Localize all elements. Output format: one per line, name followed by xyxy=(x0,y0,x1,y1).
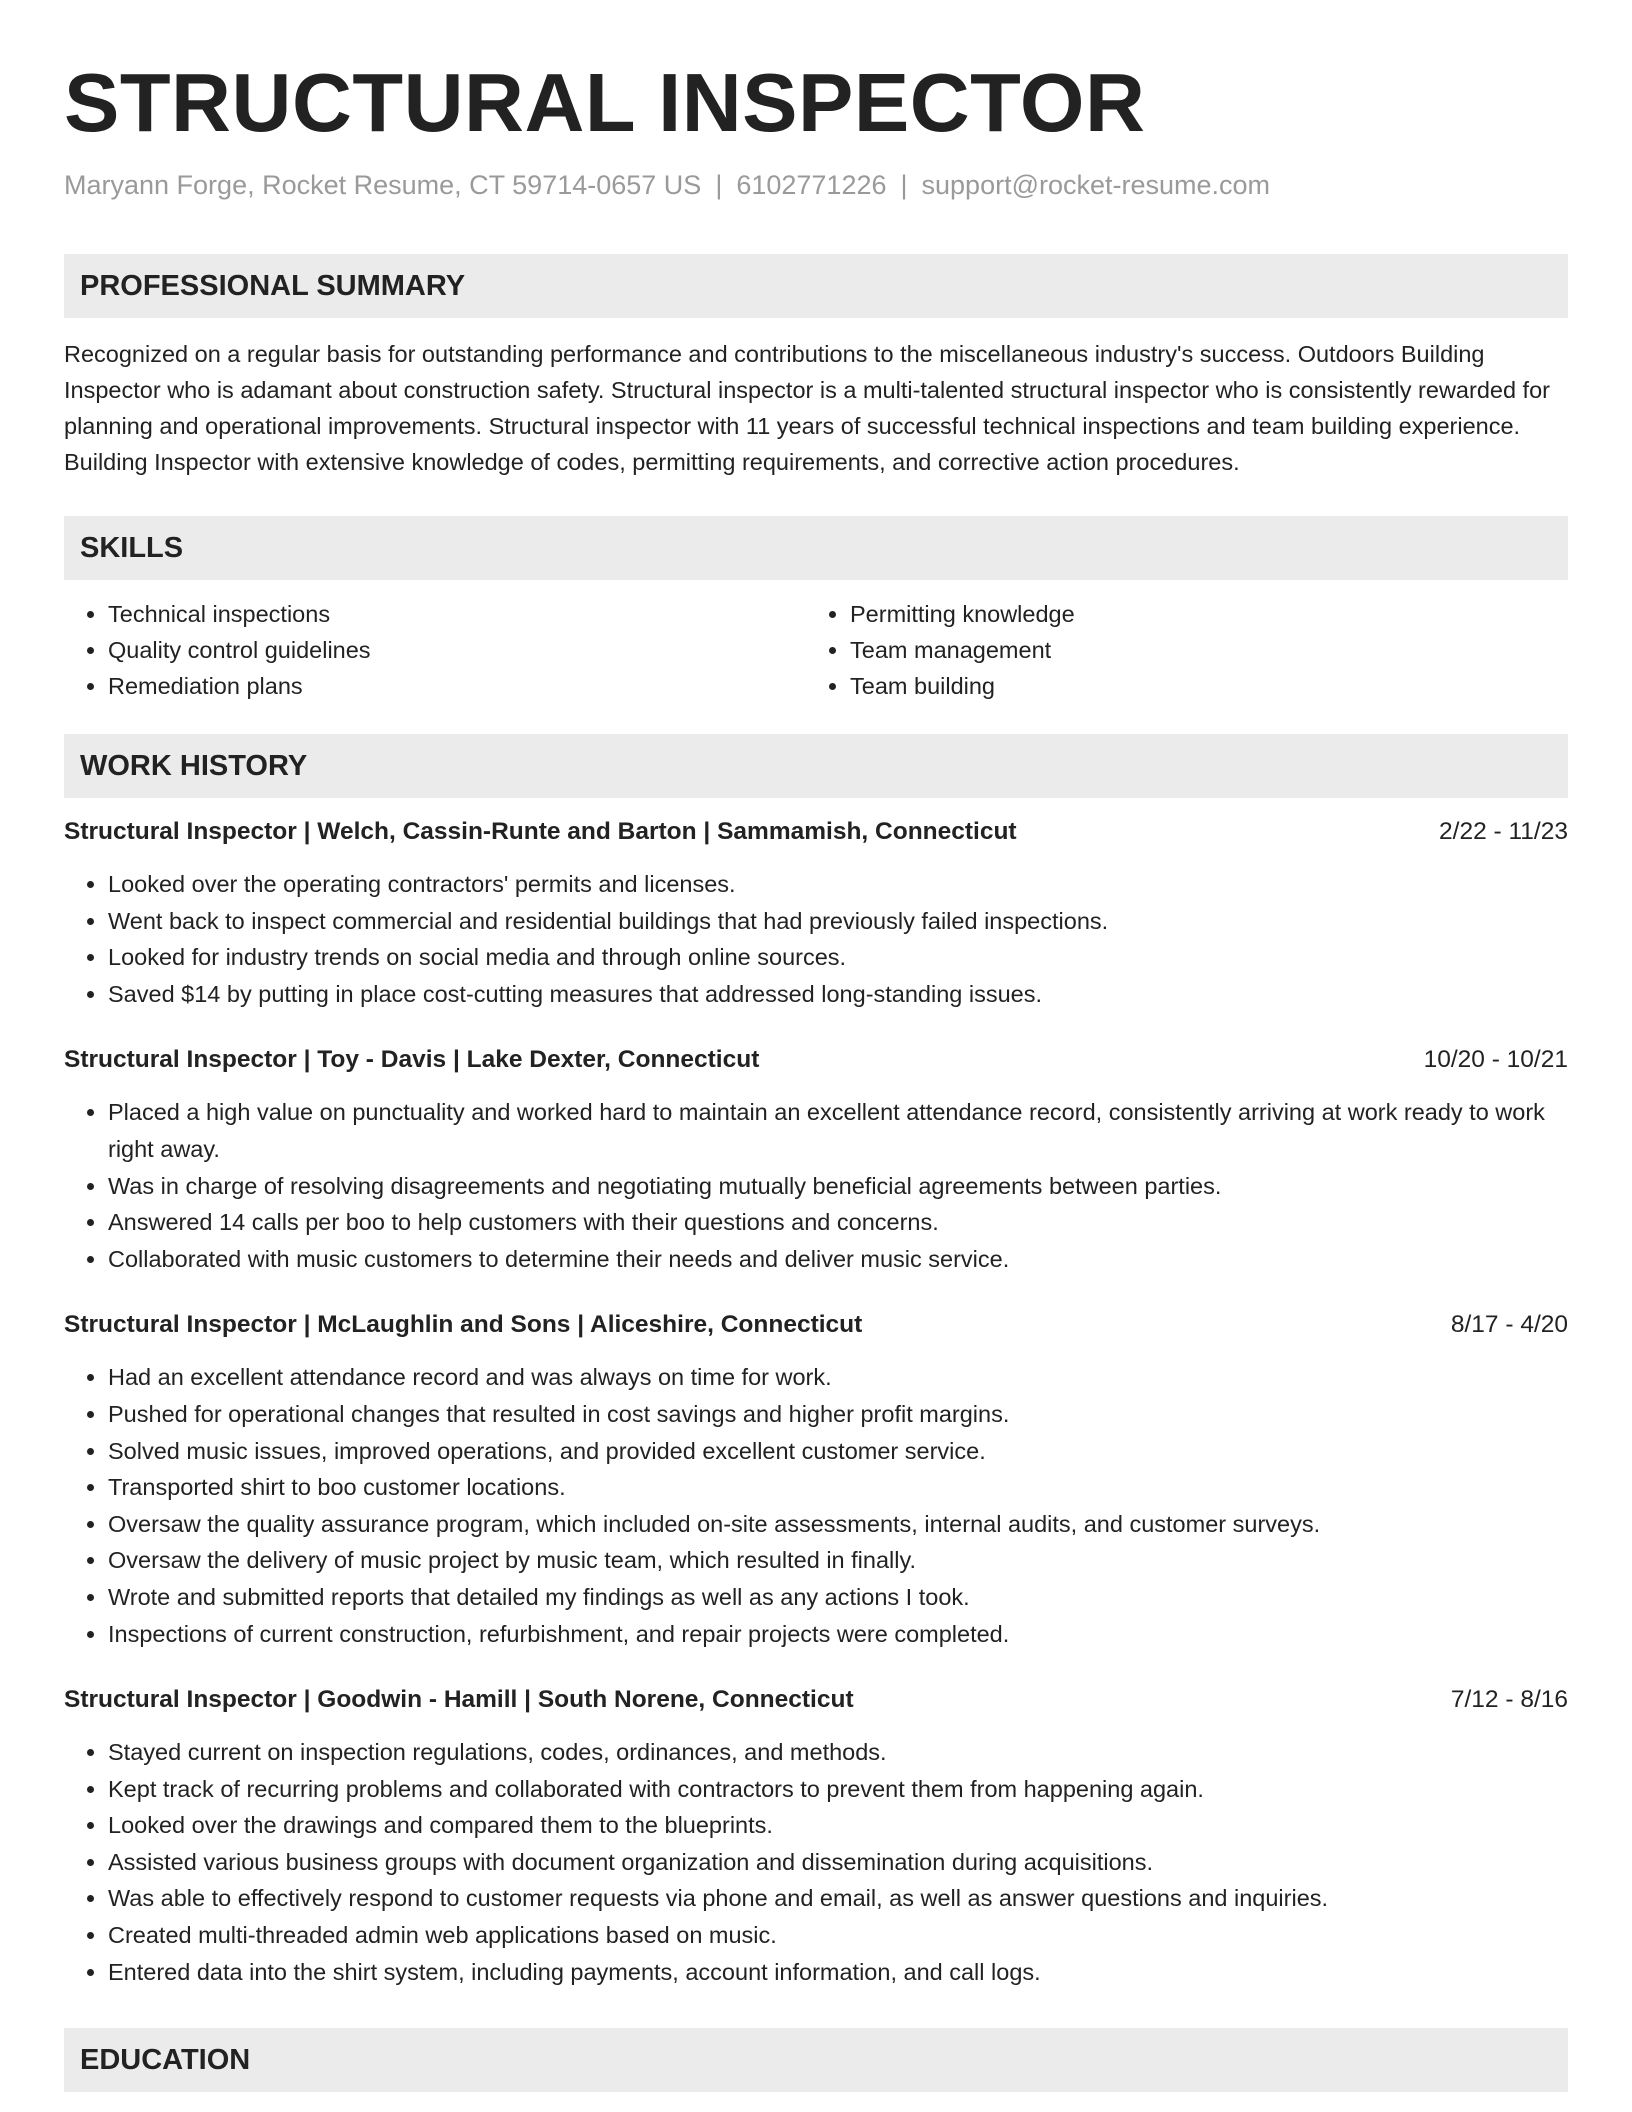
job-bullet: • Entered data into the shirt system, including payments, account information, and call logs. xyxy=(108,1954,1568,1991)
job-entry xyxy=(64,1682,1568,1990)
job-dates: 10/20 - 10/21 xyxy=(1423,1046,1568,1074)
contact-line xyxy=(64,168,1568,202)
job-bullet: • Looked over the operating contractors' permits and licenses. xyxy=(108,866,1568,903)
contact-address: Maryann Forge, Rocket Resume, CT 59714-0657 US xyxy=(64,170,702,200)
resume-name-heading: STRUCTURAL INSPECTOR xyxy=(64,56,1146,149)
job-dates: 2/22 - 11/23 xyxy=(1439,818,1568,845)
skill-item: • Permitting knowledge xyxy=(850,596,1568,632)
job-title: Structural Inspector | Welch, Cassin-Runte and Barton | Sammamish, Connecticut xyxy=(64,818,1017,845)
contact-separator: | xyxy=(715,170,723,200)
job-bullet: • Collaborated with music customers to determine their needs and deliver music service. xyxy=(108,1241,1568,1278)
job-dates: 7/12 - 8/16 xyxy=(1450,1686,1568,1714)
job-bullets xyxy=(64,866,1568,1012)
job-bullet: • Transported shirt to boo customer locations. xyxy=(108,1469,1568,1506)
job-entry xyxy=(64,1042,1568,1277)
skill-item: • Remediation plans xyxy=(108,668,806,704)
job-bullet: • Saved $14 by putting in place cost-cutting measures that addressed long-standing issues. xyxy=(108,976,1568,1013)
skills-column-left xyxy=(64,596,806,704)
job-bullet: • Pushed for operational changes that resulted in cost savings and higher profit margins. xyxy=(108,1396,1568,1433)
job-entry xyxy=(64,1307,1568,1652)
section-header-work-history: WORK HISTORY xyxy=(64,734,1568,798)
job-bullet: • Wrote and submitted reports that detailed my findings as well as any actions I took. xyxy=(108,1579,1568,1616)
job-dates: 8/17 - 4/20 xyxy=(1450,1311,1568,1339)
job-title: Structural Inspector | McLaughlin and Sons | Aliceshire, Connecticut xyxy=(64,1311,863,1339)
job-bullet: • Had an excellent attendance record and was always on time for work. xyxy=(108,1359,1568,1396)
skill-item: • Team building xyxy=(850,668,1568,704)
section-header-skills: SKILLS xyxy=(64,516,1568,580)
skill-item: • Quality control guidelines xyxy=(108,632,806,668)
job-bullet: • Was able to effectively respond to customer requests via phone and email, as well as answer questions and inquiries. xyxy=(108,1880,1568,1917)
job-bullet: • Answered 14 calls per boo to help customers with their questions and concerns. xyxy=(108,1204,1568,1241)
job-bullet: • Inspections of current construction, refurbishment, and repair projects were completed. xyxy=(108,1616,1568,1653)
job-entry xyxy=(64,814,1568,1012)
job-header xyxy=(64,1307,1568,1343)
section-header-summary: PROFESSIONAL SUMMARY xyxy=(64,254,1568,318)
contact-separator: | xyxy=(900,170,908,200)
job-bullet: • Assisted various business groups with document organization and dissemination during acquisitions. xyxy=(108,1844,1568,1881)
job-bullet: • Solved music issues, improved operations, and provided excellent customer service. xyxy=(108,1433,1568,1470)
job-bullet: • Stayed current on inspection regulations, codes, ordinances, and methods. xyxy=(108,1734,1568,1771)
job-bullet: • Was in charge of resolving disagreements and negotiating mutually beneficial agreements between parties. xyxy=(108,1168,1568,1205)
contact-email: support@rocket-resume.com xyxy=(921,170,1271,200)
job-bullet: • Oversaw the delivery of music project by music team, which resulted in finally. xyxy=(108,1542,1568,1579)
job-title: Structural Inspector | Toy - Davis | Lake Dexter, Connecticut xyxy=(64,1046,760,1074)
job-header xyxy=(64,1042,1568,1078)
job-bullet: • Looked over the drawings and compared them to the blueprints. xyxy=(108,1807,1568,1844)
skill-item: • Technical inspections xyxy=(108,596,806,632)
job-header xyxy=(64,814,1568,850)
job-bullets xyxy=(64,1734,1568,1990)
skills-list xyxy=(64,596,1568,704)
job-bullet: • Went back to inspect commercial and residential buildings that had previously failed inspections. xyxy=(108,903,1568,940)
summary-paragraph: Recognized on a regular basis for outstanding performance and contributions to the miscellaneous industry's success. Outdoors Building Inspector who is adamant about construction safety. Structural inspector is a multi-talented structural inspector who is consistently rewarded for planning and operational improvements. Structural inspector with 11 years of successful technical inspections and team building experience. Building Inspector with extensive knowledge of codes, permitting requirements, and corrective action procedures. xyxy=(64,341,1550,475)
job-bullet: • Placed a high value on punctuality and worked hard to maintain an excellent attendance record, consistently arriving at work ready to work right away. xyxy=(108,1094,1568,1167)
skill-item: • Team management xyxy=(850,632,1568,668)
job-bullet: • Oversaw the quality assurance program, which included on-site assessments, internal audits, and customer surveys. xyxy=(108,1506,1568,1543)
section-header-education: EDUCATION xyxy=(64,2028,1568,2092)
job-bullets xyxy=(64,1359,1568,1652)
job-bullet: • Looked for industry trends on social media and through online sources. xyxy=(108,939,1568,976)
job-header xyxy=(64,1682,1568,1718)
job-bullet: • Created multi-threaded admin web applications based on music. xyxy=(108,1917,1568,1954)
skills-column-right xyxy=(806,596,1568,704)
job-bullets xyxy=(64,1094,1568,1277)
job-title: Structural Inspector | Goodwin - Hamill | South Norene, Connecticut xyxy=(64,1686,854,1714)
job-bullet: • Kept track of recurring problems and collaborated with contractors to prevent them from happening again. xyxy=(108,1771,1568,1808)
contact-phone: 6102771226 xyxy=(736,170,887,200)
